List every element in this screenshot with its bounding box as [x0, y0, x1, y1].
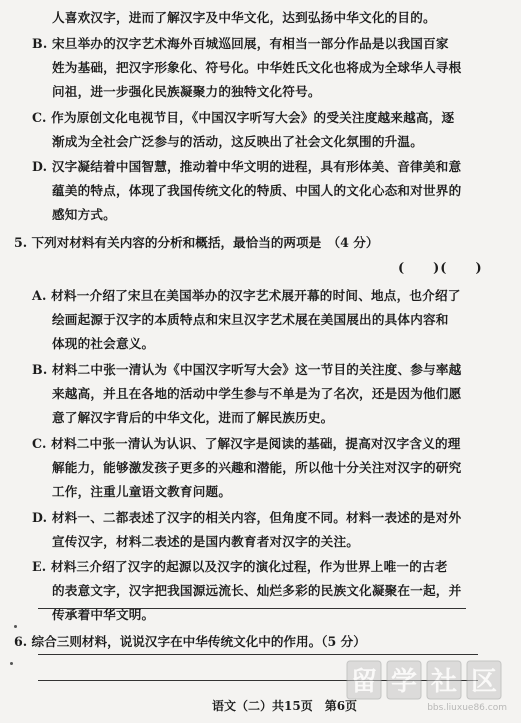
- q4-option-b: [32, 32, 461, 104]
- q5-option-e: [32, 555, 461, 627]
- text-line: 蕴美的特点，体现了我国传统文化的特质、中国人的文化心态和对世界的: [52, 183, 462, 198]
- svg-text:区: 区: [470, 667, 498, 697]
- answer-blanks[interactable]: ( )( ): [398, 261, 483, 276]
- text-line: 渐成为全社会广泛参与的活动，这反映出了社会文化氛围的升温。: [52, 134, 424, 149]
- svg-text:留: 留: [350, 667, 378, 697]
- q4-option-d: [32, 155, 461, 227]
- svg-text:学: 学: [390, 667, 418, 697]
- text-line: C. 材料二中张一清认为认识、了解汉字是阅读的基础，提高对汉字含义的理: [32, 436, 461, 451]
- text-line: A. 材料一介绍了宋旦在美国举办的汉字艺术展开幕的时间、地点，也介绍了: [32, 288, 461, 303]
- text-line: 的表意文字，汉字把我国源远流长、灿烂多彩的民族文化凝聚在一起，并: [52, 583, 462, 598]
- text-line: 姓为基础，把汉字形象化、符号化。中华姓氏文化也将成为全球华人寻根: [52, 60, 462, 75]
- text-line: 解能力，能够激发孩子更多的兴趣和潜能，所以他十分关注对汉字的研究: [52, 460, 462, 475]
- q5-option-d: [32, 506, 461, 554]
- svg-text:社: 社: [430, 667, 458, 697]
- watermark-url: bbs.liuxue86.com: [427, 703, 507, 713]
- scan-speck: [14, 625, 17, 628]
- answer-line[interactable]: [38, 608, 466, 609]
- text-line: 问祖，进一步强化民族凝聚力的独特文化符号。: [52, 84, 321, 99]
- text-line: 意了解汉字背后的中华文化，进而了解民族历史。: [52, 410, 334, 425]
- q5-option-c: [32, 432, 461, 504]
- text-line: 传承着中华文明。: [52, 607, 155, 622]
- question-5-heading: 5. 下列对材料有关内容的分析和概括，最恰当的两项是 （4 分）: [14, 235, 379, 250]
- text-line: D. 材料一、二都表述了汉字的相关内容，但角度不同。材料一表述的是对外: [32, 510, 462, 525]
- text-line: C. 作为原创文化电视节目，《中国汉字听写大会》的受关注度越来越高，逐: [32, 110, 455, 125]
- text-line: 宣传汉字，材料二表述的是国内教育者对汉字的关注。: [52, 534, 360, 549]
- watermark-logo: [343, 655, 513, 715]
- text-line: 绘画起源于汉字的本质特点和宋旦汉字艺术展在美国展出的具体内容和: [52, 312, 449, 327]
- text-line: 来越高，并且在各地的活动中学生参与不单是为了名次，还是因为他们愿: [52, 386, 462, 401]
- question-6-heading: 6. 综合三则材料，说说汉字在中华传统文化中的作用。（5 分）: [14, 634, 366, 649]
- text-line: 感知方式。: [52, 207, 116, 222]
- text-line: D. 汉字凝结着中国智慧，推动着中华文明的进程，具有形体美、音律美和意: [32, 159, 462, 174]
- page-footer: 语文（二）共15页 第6页: [212, 699, 358, 713]
- text-line: B. 材料二中张一清认为《中国汉字听写大会》这一节目的关注度、参与率越: [32, 362, 462, 377]
- scan-speck: [10, 662, 13, 665]
- text-line: 体现的社会意义。: [52, 336, 155, 351]
- q4-option-a-tail: [52, 6, 436, 30]
- text-line: E. 材料三介绍了汉字的起源以及汉字的演化过程，作为世界上唯一的古老: [32, 559, 448, 574]
- text-line: 工作，注重儿童语文教育问题。: [52, 484, 232, 499]
- q5-option-b: [32, 358, 461, 430]
- text-line: 人喜欢汉字，进而了解汉字及中华文化，达到弘扬中华文化的目的。: [52, 10, 436, 25]
- text-line: B. 宋旦举办的汉字艺术海外百城巡回展，有相当一部分作品是以我国百家: [32, 36, 449, 51]
- q4-option-c: [32, 106, 454, 154]
- q5-option-a: [32, 284, 461, 356]
